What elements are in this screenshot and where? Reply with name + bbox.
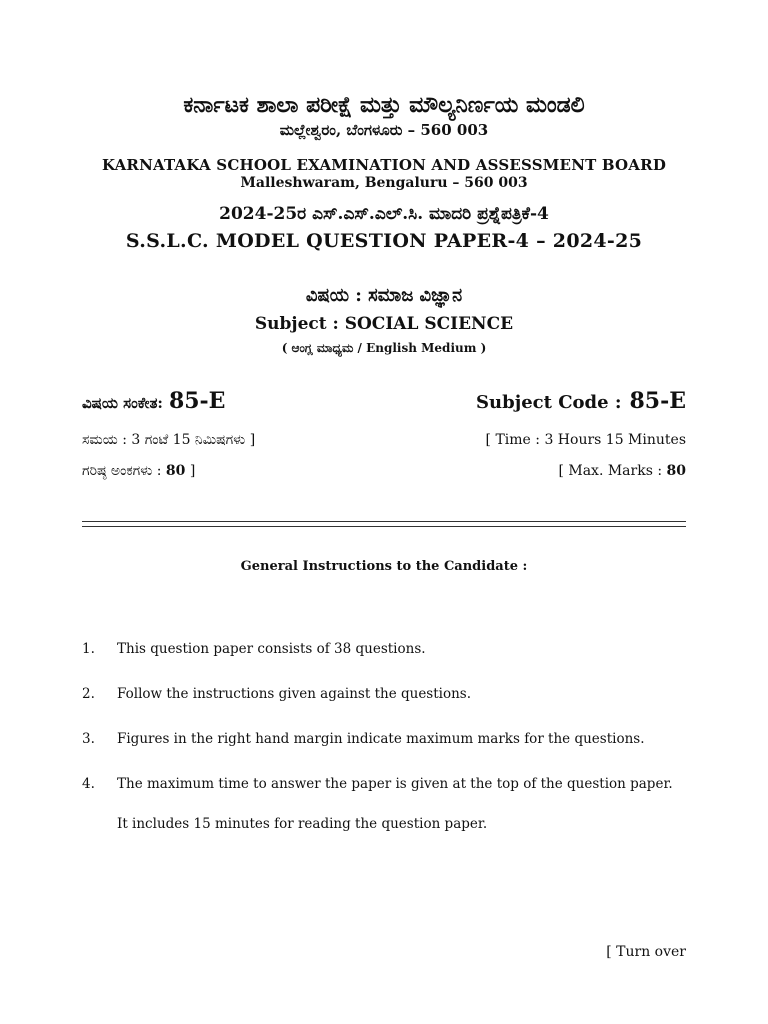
board-address-english: Malleshwaram, Bengaluru – 560 003 xyxy=(240,175,528,191)
time-english: [ Time : 3 Hours 15 Minutes xyxy=(485,432,686,448)
subject-code-kannada xyxy=(82,388,225,414)
subject-code-label-english: Subject Code : xyxy=(476,392,622,413)
subject-code-english xyxy=(476,388,686,414)
divider-line xyxy=(82,521,686,522)
board-title-english: KARNATAKA SCHOOL EXAMINATION AND ASSESSMENT BOARD xyxy=(101,156,667,174)
instructions-heading: General Instructions to the Candidate : xyxy=(240,559,528,574)
medium-label: ( ಆಂಗ್ಲ ಮಾಧ್ಯಮ / English Medium ) xyxy=(281,341,487,355)
instruction-item xyxy=(82,731,645,747)
max-marks-label-english: [ Max. Marks : xyxy=(558,463,663,479)
max-marks-value: 80 xyxy=(165,463,186,479)
max-marks-english xyxy=(558,463,686,479)
divider-line xyxy=(82,526,686,527)
instruction-item xyxy=(82,641,426,657)
subject-code-value: 85-E xyxy=(629,388,686,414)
instruction-item xyxy=(82,686,471,702)
board-address-kannada: ಮಲ್ಲೇಶ್ವರಂ, ಬೆಂಗಳೂರು – 560 003 xyxy=(279,121,489,139)
instruction-item xyxy=(82,776,673,792)
instruction-number: 2. xyxy=(82,686,95,702)
instruction-number: 3. xyxy=(82,731,95,747)
max-marks-label-kannada: ಗರಿಷ್ಠ ಅಂಕಗಳು : xyxy=(82,463,162,479)
max-marks-bracket: ] xyxy=(185,463,196,479)
paper-title-english: S.S.L.C. MODEL QUESTION PAPER-4 – 2024-25 xyxy=(125,230,643,252)
instruction-number: 1. xyxy=(82,641,95,657)
instruction-text: Figures in the right hand margin indicate maximum marks for the questions. xyxy=(117,731,645,747)
instruction-continuation: It includes 15 minutes for reading the question paper. xyxy=(117,816,488,832)
instruction-text: The maximum time to answer the paper is given at the top of the question paper. xyxy=(117,776,673,792)
instruction-text: This question paper consists of 38 questions. xyxy=(117,641,426,657)
subject-code-label-kannada: ವಿಷಯ ಸಂಕೇತ: xyxy=(82,394,163,412)
instruction-text: Follow the instructions given against the questions. xyxy=(117,686,472,702)
max-marks-kannada xyxy=(82,463,195,479)
subject-code-value: 85-E xyxy=(168,388,226,414)
time-kannada: ಸಮಯ : 3 ಗಂಟೆ 15 ನಿಮಿಷಗಳು ] xyxy=(82,432,256,448)
max-marks-value: 80 xyxy=(666,463,686,479)
instruction-number: 4. xyxy=(82,776,95,792)
turn-over-label: [ Turn over xyxy=(606,944,686,960)
subject-english: Subject : SOCIAL SCIENCE xyxy=(254,314,514,334)
subject-kannada: ವಿಷಯ : ಸಮಾಜ ವಿಜ್ಞಾನ xyxy=(305,285,463,306)
paper-title-kannada: 2024-25ರ ಎಸ್.ಎಸ್.ಎಲ್.ಸಿ. ಮಾದರಿ ಪ್ರಶ್ನೆಪತ್ರಿಕೆ-4 xyxy=(219,204,549,224)
board-title-kannada: ಕರ್ನಾಟಕ ಶಾಲಾ ಪರೀಕ್ಷೆ ಮತ್ತು ಮೌಲ್ಯನಿರ್ಣಯ ಮಂಡಲಿ xyxy=(183,92,585,118)
